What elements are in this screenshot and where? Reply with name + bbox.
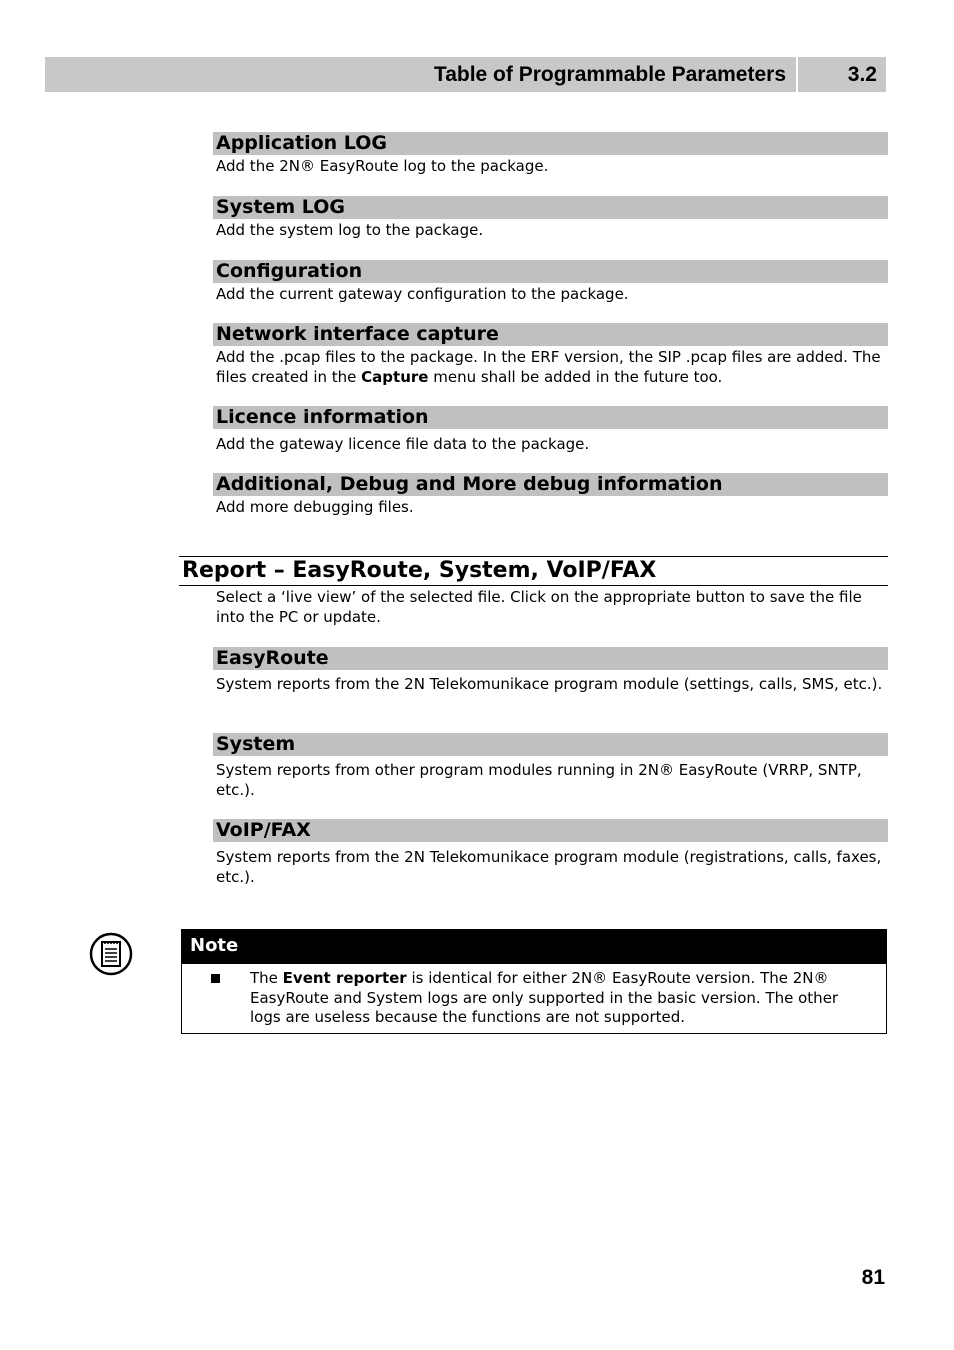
heading-licence-info: Licence information	[213, 406, 888, 429]
report-intro: Select a ‘live view’ of the selected file. Click on the appropriate button to save the file into the PC or update.	[216, 588, 862, 626]
heading-easyroute: EasyRoute	[213, 647, 888, 670]
note-text-part2: is identical for either 2N® EasyRoute version. The 2N® EasyRoute and System logs are only supported in the basic version. The other logs are useless because the functions are not supported.	[250, 969, 839, 1026]
note-icon	[89, 932, 133, 976]
heading-debug-info: Additional, Debug and More debug information	[213, 473, 888, 496]
text-debug-info: Add more debugging files.	[216, 498, 414, 516]
note-heading: Note	[182, 930, 886, 964]
note-text-part1: The	[250, 969, 283, 987]
text-network-capture-part1: Add the .pcap files to the package. In the ERF version, the SIP .pcap files are added. The files created in the	[216, 348, 881, 386]
text-network-capture	[216, 347, 888, 387]
note-text-bold: Event reporter	[282, 969, 407, 987]
heading-voip-fax: VoIP/FAX	[213, 819, 888, 842]
report-rule-bottom	[179, 585, 888, 586]
heading-application-log: Application LOG	[213, 132, 888, 155]
note-bullet	[211, 974, 220, 983]
heading-system-log: System LOG	[213, 196, 888, 219]
text-system-log: Add the system log to the package.	[216, 221, 484, 239]
text-application-log: Add the 2N® EasyRoute log to the package.	[216, 157, 549, 175]
text-configuration: Add the current gateway configuration to the package.	[216, 285, 629, 303]
header-section-number: 3.2	[798, 57, 886, 92]
running-header	[45, 57, 796, 92]
heading-network-capture: Network interface capture	[213, 323, 888, 346]
header-title: Table of Programmable Parameters	[433, 63, 786, 86]
text-easyroute: System reports from the 2N Telekomunikace program module (settings, calls, SMS, etc.).	[216, 675, 883, 693]
note-box	[181, 929, 887, 1034]
text-voip-fax: System reports from the 2N Telekomunikace program module (registrations, calls, faxes, etc.).	[216, 848, 882, 886]
report-title: Report – EasyRoute, System, VoIP/FAX	[182, 558, 657, 583]
text-network-capture-bold: Capture	[361, 368, 429, 386]
page-number: 81	[861, 1266, 885, 1289]
note-text	[250, 969, 870, 1028]
text-network-capture-part2: menu shall be added in the future too.	[428, 368, 723, 386]
heading-configuration: Configuration	[213, 260, 888, 283]
text-system: System reports from other program modules running in 2N® EasyRoute (VRRP, SNTP, etc.).	[216, 761, 862, 799]
heading-system: System	[213, 733, 888, 756]
text-licence-info: Add the gateway licence file data to the package.	[216, 435, 590, 453]
